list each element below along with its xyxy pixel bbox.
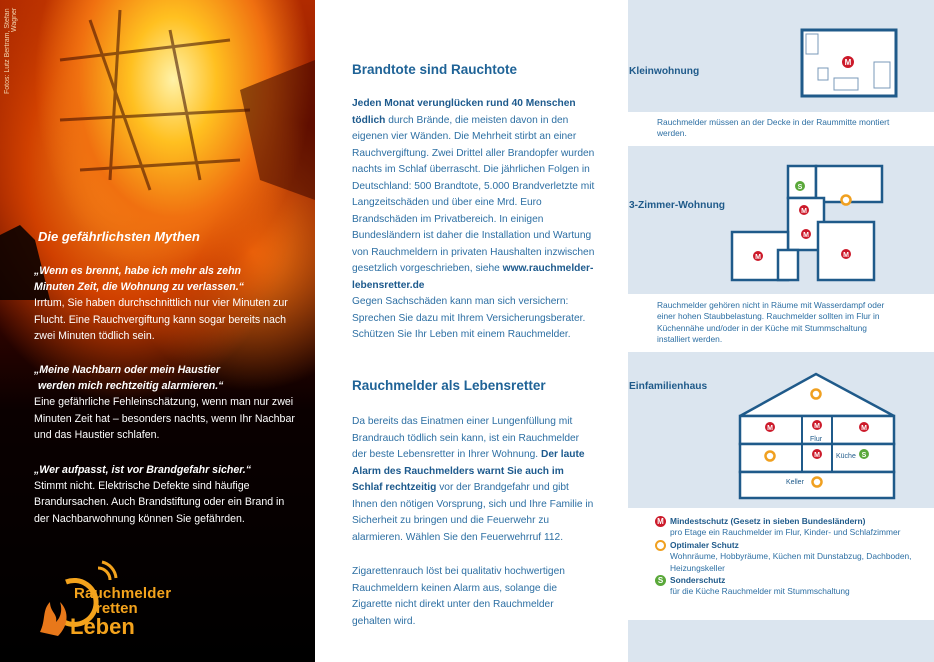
paragraph-bold: Der laute Alarm des Rauchmelders warnt Sie auch im Schlaf rechtzeitig	[352, 449, 585, 493]
paragraph-lebensretter	[352, 414, 595, 546]
m-icon-text: M	[814, 423, 820, 430]
m-icon-text: M	[755, 254, 761, 261]
legend-item-sonderschutz	[655, 575, 925, 598]
s-icon-text: S	[797, 184, 803, 191]
paragraph-brandtote	[352, 96, 595, 294]
diagram-einfamilienhaus	[736, 372, 898, 500]
s-icon-text: S	[861, 452, 867, 459]
m-icon-text: M	[843, 252, 849, 259]
text-column	[315, 0, 600, 662]
caption-kleinwohnung: Rauchmelder müssen an der Decke in der Raummitte montiert werden.	[657, 117, 890, 139]
rauchmelder-retten-leben-logo	[36, 560, 186, 645]
paragraph-versicherung: Gegen Sachschäden kann man sich versichern: Sprechen Sie dazu mit Ihrem Versicherungsberater. Schützen Sie Ihr Leben mit einem Rauchmelder.	[352, 296, 586, 340]
optimaler-schutz-icon	[655, 540, 666, 551]
myth-quote: Minuten Zeit, die Wohnung zu verlassen.“	[34, 281, 244, 294]
label-3-zimmer-wohnung: 3-Zimmer-Wohnung	[629, 200, 726, 211]
legend-title: Optimaler Schutz	[670, 539, 739, 550]
floorplan-3-zimmer-wohnung	[728, 164, 900, 284]
myth-answer: Irrtum, Sie haben durchschnittlich nur vier Minuten zur Flucht. Eine Rauchvergiftung kann sogar bereits nach zwei Minuten tödlich sein.	[34, 297, 288, 342]
logo-text-line3: Leben	[70, 614, 135, 639]
sonderschutz-icon: S	[655, 575, 666, 586]
paragraph-text: durch Brände, die meisten davon in den eigenen vier Wänden. Die Mehrheit stirbt an einer Rauchvergiftung. Zwei Drittel aller Brandopfer wurden nachts im Schlaf überrascht. Die jährlichen Folgen in Deutschland: 500 Brandtote, 5.000 Brandverletzte mit Langzeitschäden und über eine Mrd. Euro Brandschäden im Privatbereich. In einigen Bundesländern ist daher die Installation und Wartung von Rauchmeldern in privaten Haushalten inzwischen gesetzlich vorgeschrieben, siehe	[352, 114, 595, 274]
legend-title: Mindestschutz (Gesetz in sieben Bundesländern)	[670, 516, 866, 526]
burning-building-illustration	[0, 0, 315, 300]
m-icon-text: M	[861, 425, 867, 432]
label-kueche: Küche	[836, 453, 856, 460]
m-icon-text: M	[767, 425, 773, 432]
paragraph-text: Da bereits das Einatmen einer Lungenfüllung mit Brandrauch tödlich sein kann, ist ein Rauchmelder der beste Lebensretter in Ihrer Wohnung.	[352, 416, 580, 460]
m-icon-text: M	[801, 208, 807, 215]
mindestschutz-icon: M	[655, 516, 666, 527]
panel-footer	[628, 620, 934, 662]
myth-quote: „Wer aufpasst, ist vor Brandgefahr sicher.“	[34, 464, 252, 476]
logo-text-line1: Rauchmelder	[74, 585, 172, 602]
heading-lebensretter: Rauchmelder als Lebensretter	[352, 378, 546, 393]
myth-item	[34, 263, 296, 344]
legend-text: Wohnräume, Hobbyräume, Küchen mit Dunstabzug, Dachboden, Heizungskeller	[670, 551, 912, 573]
fire-photo-panel	[0, 0, 315, 662]
m-icon-text: M	[803, 232, 809, 239]
legend-text: pro Etage ein Rauchmelder im Flur, Kinder- und Schlafzimmer	[670, 527, 901, 538]
floorplan-kleinwohnung	[800, 28, 900, 100]
paragraph-text: vor der Brandgefahr und gibt Ihnen den nötigen Vorsprung, sich und Ihre Familie in Sicherheit zu bringen und die Feuerwehr zu alarmieren. Wählen Sie den Feuerwehrruf 112.	[352, 482, 594, 543]
m-icon-text: M	[814, 452, 820, 459]
label-flur: Flur	[810, 436, 823, 443]
myths-title: Die gefährlichsten Mythen	[38, 229, 200, 244]
label-kleinwohnung: Kleinwohnung	[629, 66, 700, 77]
legend-text: für die Küche Rauchmelder mit Stummschaltung	[670, 586, 850, 597]
myth-quote: „Wenn es brennt, habe ich mehr als zehn	[34, 265, 242, 277]
legend-title: Sonderschutz	[670, 575, 726, 586]
label-keller: Keller	[786, 479, 804, 486]
myth-quote: werden mich rechtzeitig alarmieren.“	[38, 380, 224, 393]
label-einfamilienhaus: Einfamilienhaus	[629, 381, 708, 392]
photo-credit: Fotos: Lutz Bertram, Stefan Wagner	[4, 8, 18, 94]
heading-brandtote: Brandtote sind Rauchtote	[352, 62, 518, 77]
myth-quote: „Meine Nachbarn oder mein Haustier	[34, 364, 221, 376]
website-link[interactable]: www.rauchmelder-lebensretter.de	[352, 263, 594, 291]
myth-answer: Stimmt nicht. Elektrische Defekte sind häufige Brandursachen. Auch Brandstiftung oder ein Brand in der Nachbarwohnung können Sie gefährden.	[34, 480, 285, 525]
legend	[655, 516, 925, 599]
paragraph-bold: Jeden Monat verunglücken rund 40 Menschen tödlich	[352, 98, 576, 126]
myth-item	[34, 462, 296, 527]
m-icon-text: M	[844, 58, 852, 67]
floorplan-column	[600, 0, 934, 662]
legend-item-optimaler-schutz	[655, 540, 925, 574]
myth-answer: Eine gefährliche Fehleinschätzung, wenn man nur zwei Minuten Zeit hat – besonders nachts, wenn Ihr Nachbar und das Haustier schlafen.	[34, 396, 295, 441]
paragraph-zigarettenrauch: Zigarettenrauch löst bei qualitativ hochwertigen Rauchmeldern keinen Alarm aus, solange die Zigarette nicht direkt unter den Rauchmelder gehalten wird.	[352, 566, 565, 627]
legend-item-mindestschutz	[655, 516, 925, 539]
caption-3-zimmer-wohnung: Rauchmelder gehören nicht in Räume mit Wasserdampf oder einer hohen Staubbelastung. Rauchmelder sollten im Flur in Küchennähe und/oder in der Küche mit Stummschaltung installiert werden.	[657, 300, 885, 345]
logo-text-line2: retten	[96, 600, 138, 617]
myth-item	[34, 362, 296, 443]
